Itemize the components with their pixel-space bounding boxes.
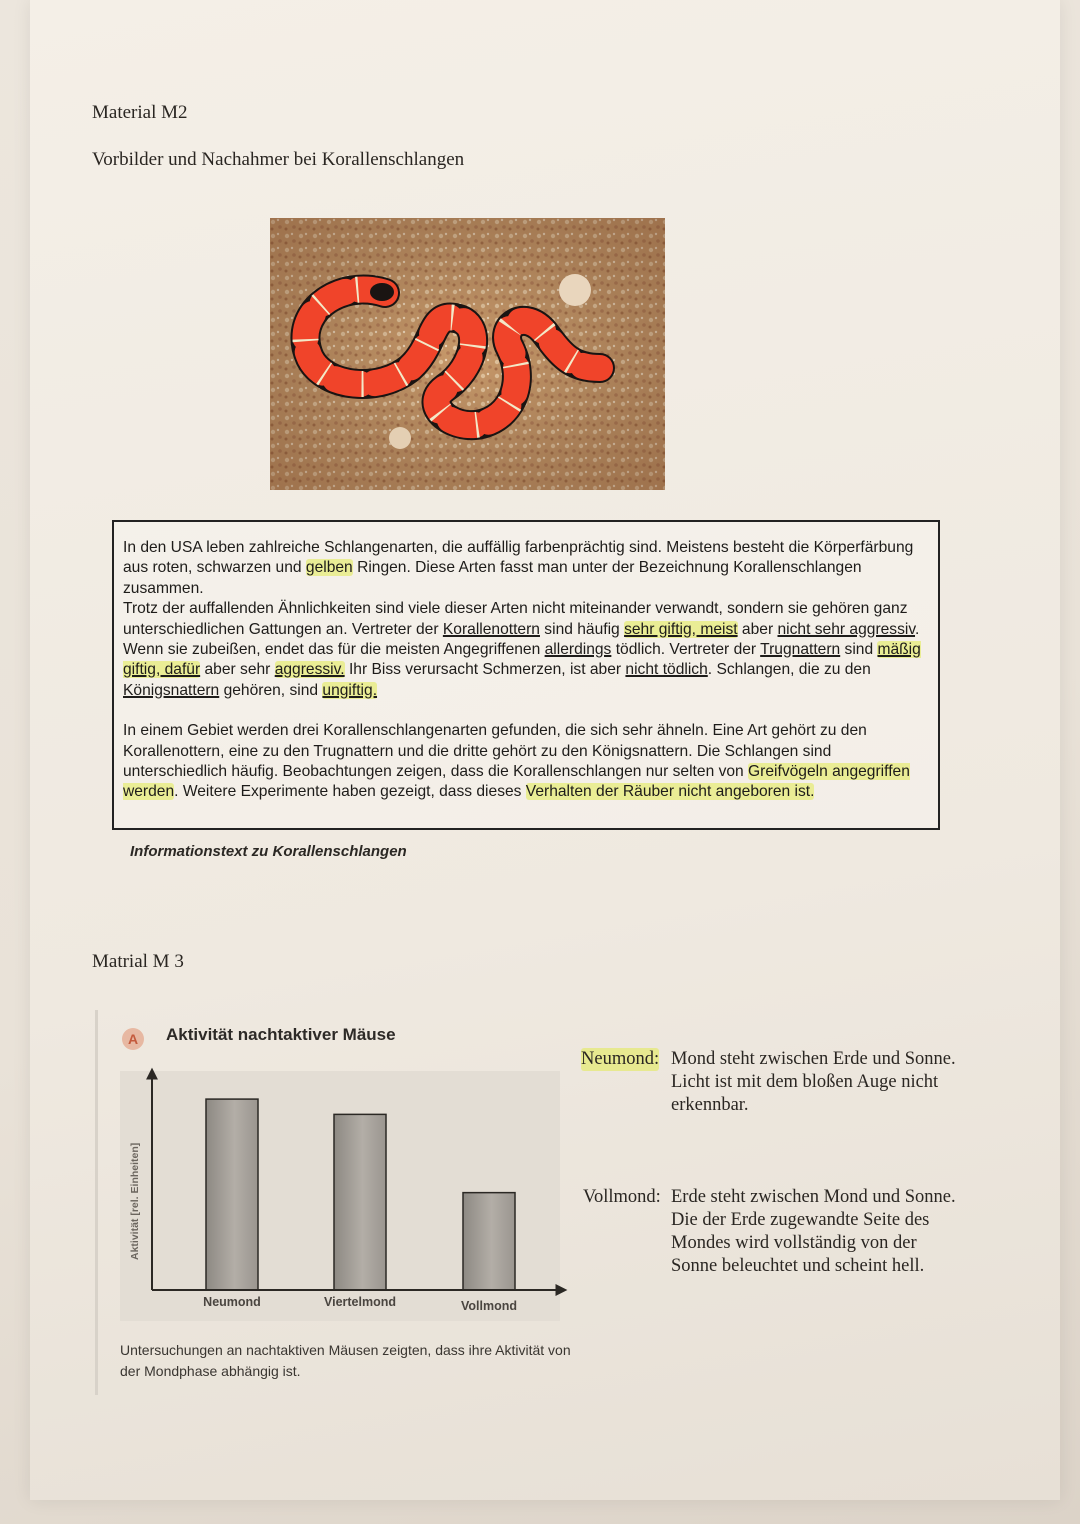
material-m3-label: Matrial M 3 [92,951,184,972]
x-tick-label-neumond: Neumond [203,1295,261,1309]
info-text-caption: Informationstext zu Korallenschlangen [130,843,407,860]
info-paragraph-2: Trotz der auffallenden Ähnlichkeiten sind viele dieser Arten nicht miteinander verwandt, sondern sie gehören ganz unterschiedlichen Gattungen an. Vertreter der Korallenottern sind häufig sehr giftig, meist aber nicht sehr aggressiv. Wenn sie zubeißen, endet das für die meisten Angegriffenen allerdings tödlich. Vertreter der Trugnattern sind mäßig giftig, dafür aber sehr aggressiv. Ihr Biss verursacht Schmerzen, ist aber nicht tödlich. Schlangen, die zu den Königsnattern gehören, sind ungiftig. [123,600,921,699]
vollmond-entry [583,1186,983,1316]
x-tick-label-viertelmond: Viertelmond [323,1295,397,1309]
material-m2-label: Material M2 [92,102,188,123]
vollmond-term: Vollmond: [583,1187,661,1207]
bar-viertelmond [334,1114,386,1290]
chart-title: Aktivität nachtaktiver Mäuse [166,1025,396,1044]
vollmond-description: Erde steht zwischen Mond und Sonne. Die der Erde zugewandte Seite des Mondes wird vollständig von der Sonne beleuchtet und scheint hell. [671,1187,956,1276]
chart-badge: A [122,1028,144,1050]
info-paragraph-1: In den USA leben zahlreiche Schlangenarten, die auffällig farbenprächtig sind. Meistens besteht die Körperfärbung aus roten, schwarzen und gelben Ringen. Diese Arten fasst man unter der Bezeichnung Korallenschlangen zusammen. Trotz der auffallenden Ähnlichkeiten sind viele dieser Arten nicht miteinander verwandt, sondern sie gehören ganz unterschiedlichen Gattungen an. Vertreter der Korallenottern sind häufig sehr giftig, meist aber nicht sehr aggressiv. Wenn sie zubeißen, endet das für die meisten Angegriffenen allerdings tödlich. Vertreter der Trugnattern sind mäßig giftig, dafür aber sehr aggressiv. Ihr Biss verursacht Schmerzen, ist aber nicht tödlich. Schlangen, die zu den Königsnattern gehören, sind ungiftig. [123,539,921,699]
bar-vollmond [463,1193,515,1290]
bar-chart [110,1060,580,1320]
chart-side-rule [95,1010,98,1395]
coral-snake-photo [270,218,665,490]
neumond-description: Mond steht zwischen Erde und Sonne. Licht ist mit dem bloßen Auge nicht erkennbar. [671,1049,956,1115]
x-tick-label-vollmond: Vollmond [460,1299,518,1313]
chart-caption: Untersuchungen an nachtaktiven Mäusen zeigten, dass ihre Aktivität von der Mondphase abhängig ist. [120,1342,571,1379]
bar-neumond [206,1099,258,1290]
neumond-entry [583,1048,983,1148]
info-text-box [112,520,940,830]
neumond-term: Neumond: [581,1049,660,1069]
info-paragraph-3: In einem Gebiet werden drei Korallenschlangenarten gefunden, die sich sehr ähneln. Eine Art gehört zu den Korallenottern, eine zu den Trugnattern und die dritte gehört zu den Königsnattern. Die Schlangen sind unterschiedlich häufig. Beobachtungen zeigen, dass die Korallenschlangen nur selten von Greifvögeln angegriffen werden. Weitere Experimente haben gezeigt, dass dieses Verhalten der Räuber nicht angeboren ist. [123,722,910,801]
y-axis-label: Aktivität [rel. Einheiten] [129,1142,141,1260]
material-m2-title: Vorbilder und Nachahmer bei Korallenschlangen [92,149,465,170]
